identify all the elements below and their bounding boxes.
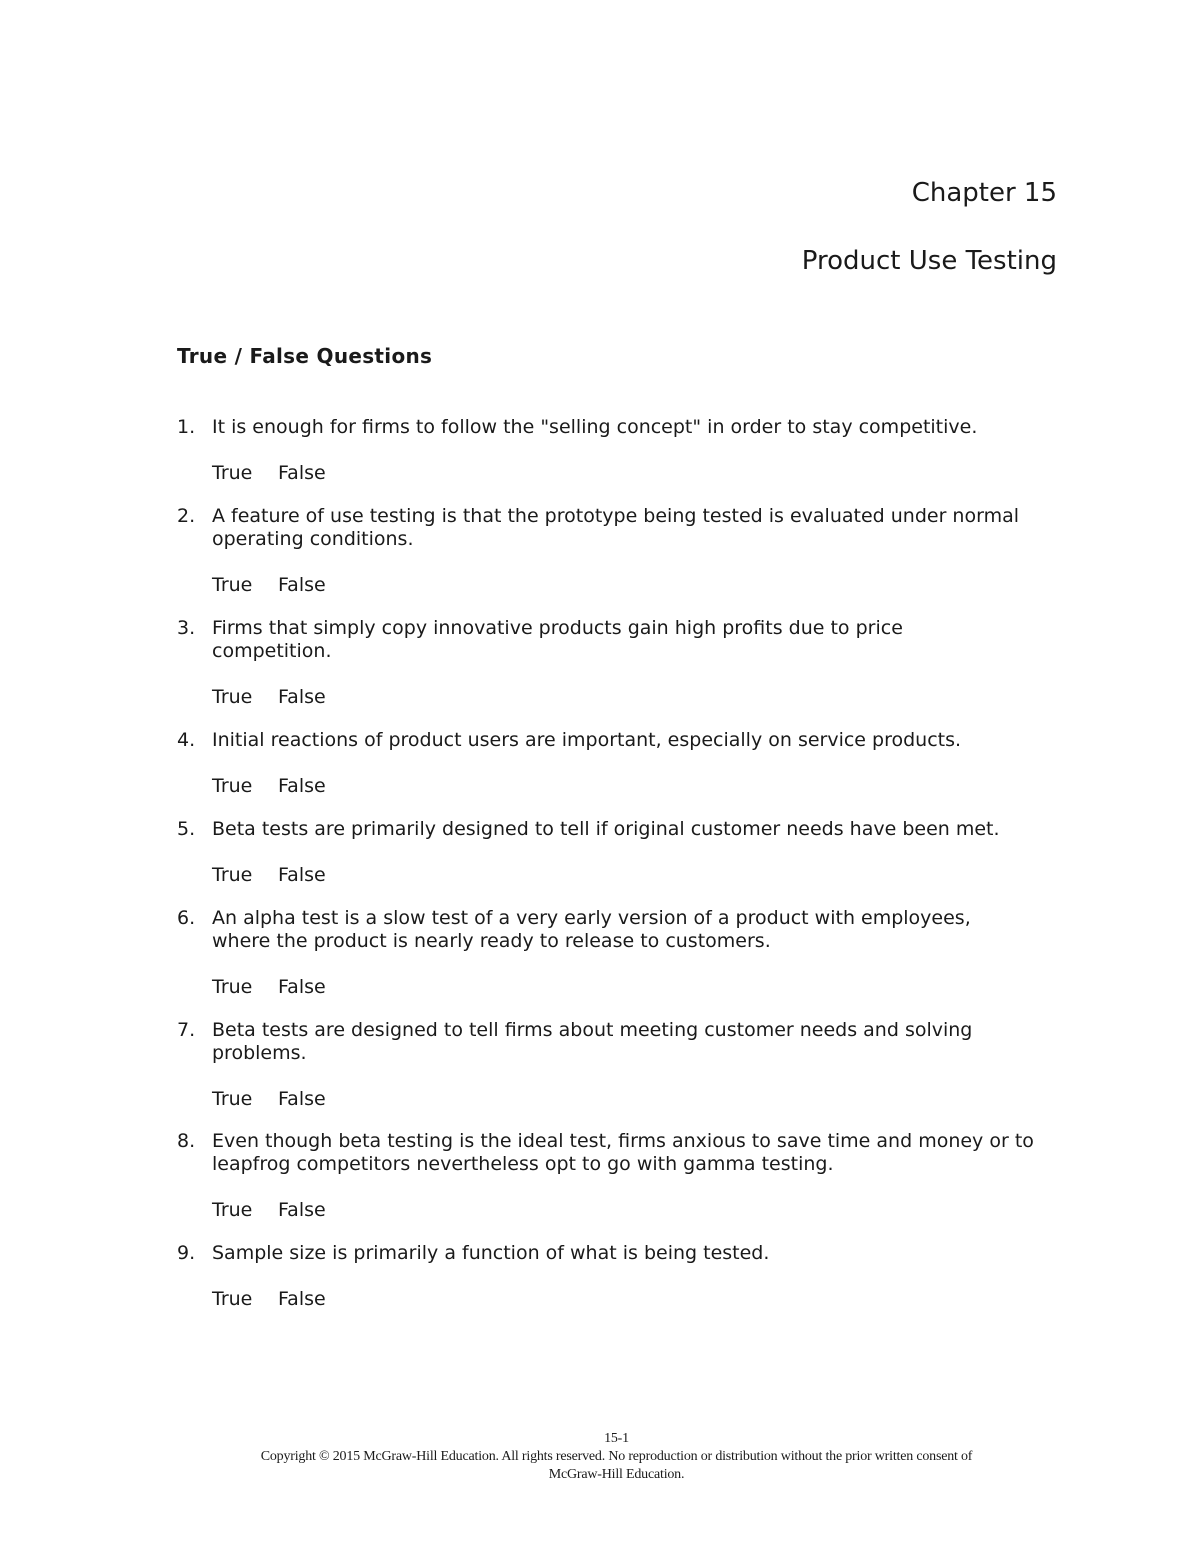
question-5 — [177, 818, 1057, 887]
option-true: True — [212, 976, 253, 998]
question-8 — [177, 1130, 1057, 1222]
question-number: 1. — [177, 416, 196, 438]
question-7 — [177, 1019, 1057, 1111]
question-4 — [177, 729, 1057, 798]
option-false: False — [278, 1199, 326, 1221]
chapter-subtitle: Product Use Testing — [801, 246, 1057, 276]
option-true: True — [212, 686, 253, 708]
question-text: Initial reactions of product users are important, especially on service products. — [212, 729, 962, 751]
question-number: 2. — [177, 505, 196, 527]
question-number: 9. — [177, 1242, 196, 1264]
answer-options — [177, 1088, 1057, 1111]
question-number: 8. — [177, 1130, 196, 1152]
question-text: An alpha test is a slow test of a very early version of a product with employees, where the product is nearly ready to release to customers. — [212, 907, 971, 952]
option-true: True — [212, 775, 253, 797]
answer-options — [177, 462, 1057, 485]
copyright-line-2: McGraw-Hill Education. — [548, 1467, 685, 1482]
question-text: Beta tests are designed to tell firms about meeting customer needs and solving problems. — [212, 1019, 973, 1064]
question-1 — [177, 416, 1057, 485]
option-true: True — [212, 1088, 253, 1110]
option-false: False — [278, 775, 326, 797]
answer-options — [177, 1288, 1057, 1311]
question-text: Firms that simply copy innovative products gain high profits due to price competition. — [212, 617, 903, 662]
copyright-line-1: Copyright © 2015 McGraw-Hill Education. All rights reserved. No reproduction or distribution without the prior written consent of — [260, 1449, 973, 1464]
question-2 — [177, 505, 1057, 597]
answer-options — [177, 864, 1057, 887]
question-number: 3. — [177, 617, 196, 639]
option-true: True — [212, 462, 253, 484]
question-number: 6. — [177, 907, 196, 929]
question-number: 7. — [177, 1019, 196, 1041]
question-9 — [177, 1242, 1057, 1311]
question-text: It is enough for firms to follow the "selling concept" in order to stay competitive. — [212, 416, 978, 438]
answer-options — [177, 976, 1057, 999]
option-false: False — [278, 462, 326, 484]
page-number: 15-1 — [604, 1431, 629, 1446]
answer-options — [177, 1199, 1057, 1222]
option-false: False — [278, 1088, 326, 1110]
answer-options — [177, 574, 1057, 597]
chapter-title: Chapter 15 — [911, 178, 1057, 208]
option-true: True — [212, 1199, 253, 1221]
question-number: 4. — [177, 729, 196, 751]
question-text: A feature of use testing is that the prototype being tested is evaluated under normal operating conditions. — [212, 505, 1020, 550]
section-heading: True / False Questions — [177, 344, 433, 368]
question-3 — [177, 617, 1057, 709]
option-true: True — [212, 574, 253, 596]
answer-options — [177, 686, 1057, 709]
option-false: False — [278, 686, 326, 708]
question-text: Even though beta testing is the ideal test, firms anxious to save time and money or to leapfrog competitors nevertheless opt to go with gamma testing. — [212, 1130, 1034, 1175]
option-false: False — [278, 1288, 326, 1310]
question-text: Sample size is primarily a function of what is being tested. — [212, 1242, 770, 1264]
question-text: Beta tests are primarily designed to tell if original customer needs have been met. — [212, 818, 1000, 840]
question-6 — [177, 907, 1057, 999]
question-number: 5. — [177, 818, 196, 840]
option-true: True — [212, 864, 253, 886]
page-footer — [0, 1430, 1200, 1484]
option-true: True — [212, 1288, 253, 1310]
answer-options — [177, 775, 1057, 798]
option-false: False — [278, 864, 326, 886]
option-false: False — [278, 574, 326, 596]
option-false: False — [278, 976, 326, 998]
